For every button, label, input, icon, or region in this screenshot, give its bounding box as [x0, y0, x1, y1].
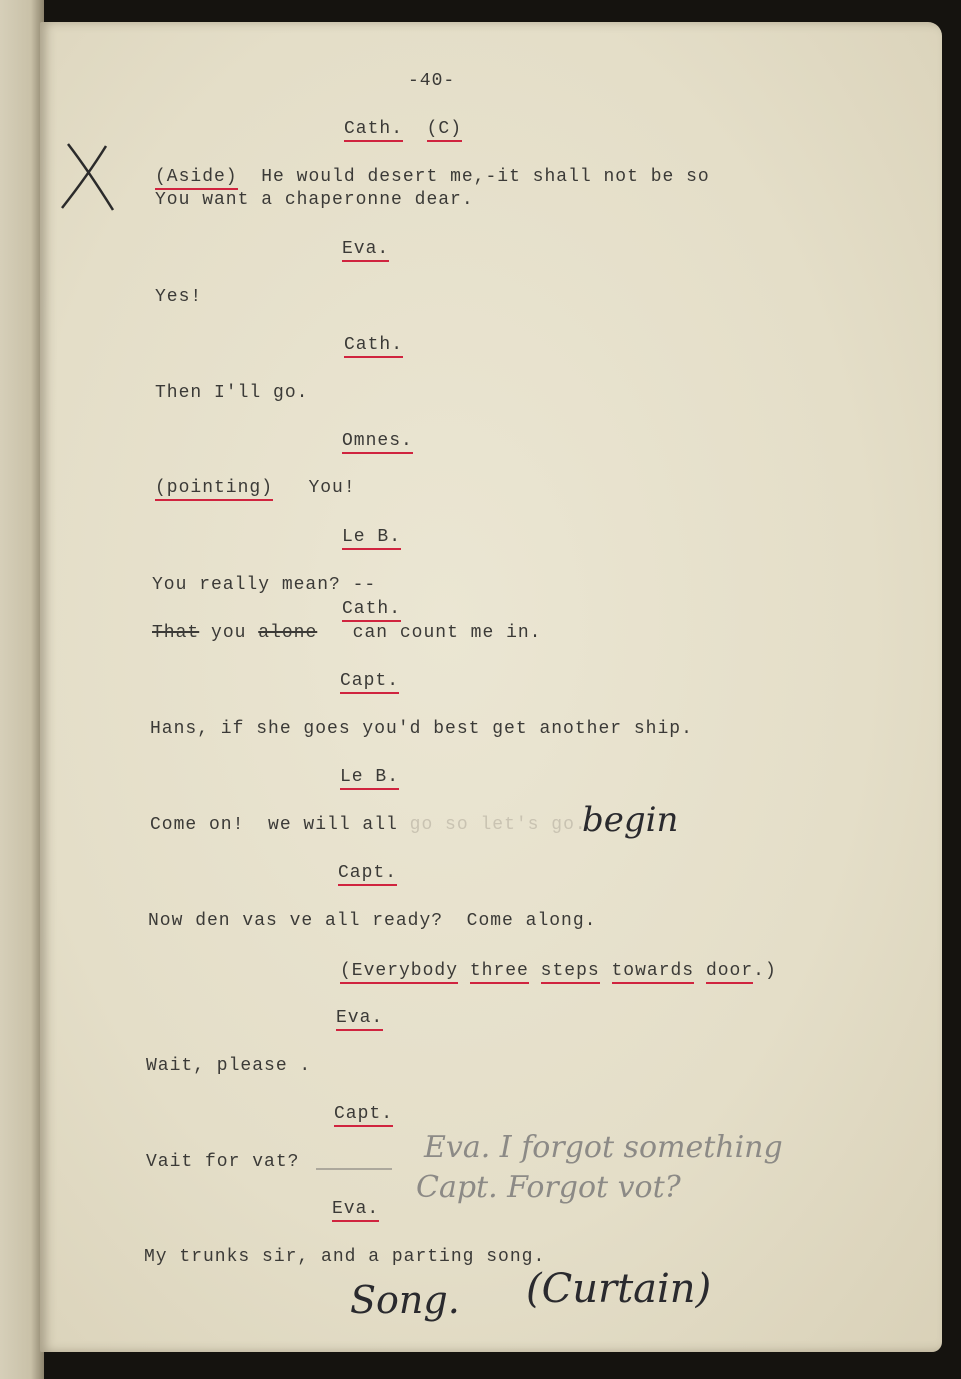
dialogue-text: Come on! we will all: [150, 815, 398, 835]
margin-x-mark: [58, 140, 118, 215]
dialogue-line: Hans, if she goes you'd best get another ship.: [150, 719, 693, 739]
speaker-name: Capt.: [334, 1104, 393, 1127]
speaker-name: Cath.: [344, 119, 403, 142]
stage-direction-word: steps: [541, 961, 600, 984]
speaker-capt: [340, 670, 399, 692]
speaker-le-b: [340, 766, 399, 788]
speaker-name: Cath.: [344, 335, 403, 358]
handwritten-begin: begin: [582, 800, 679, 840]
dialogue-line: Now den vas ve all ready? Come along.: [148, 911, 597, 931]
struck-text: alone: [258, 623, 318, 643]
speaker-capt: [338, 862, 397, 884]
stage-direction-word: towards: [612, 961, 695, 984]
speaker-omnes: [342, 430, 413, 452]
speaker-name: Le B.: [342, 527, 401, 550]
speaker-name: Le B.: [340, 767, 399, 790]
dialogue-text: can count me in.: [352, 623, 542, 643]
dialogue-text: You!: [308, 478, 356, 498]
stage-direction-word: .): [753, 961, 777, 981]
stage-direction-line: [340, 960, 777, 982]
speaker-capt: [334, 1103, 393, 1125]
speaker-eva: [336, 1007, 383, 1029]
dialogue-line: Then I'll go.: [155, 383, 309, 403]
dialogue-line: You really mean? --: [152, 575, 377, 595]
dialogue-line: Wait, please .: [146, 1056, 312, 1076]
speaker-cath: [344, 334, 403, 356]
stage-direction-word: door: [706, 961, 753, 984]
stage-direction: (Aside): [155, 167, 238, 190]
pencil-insert-line: [314, 1166, 394, 1172]
dialogue-text: He would desert me,-it shall not be so: [261, 167, 710, 187]
dialogue-text: you: [199, 623, 259, 643]
stage-direction-word: three: [470, 961, 529, 984]
speaker-le-b: [342, 526, 401, 548]
speaker-eva: [332, 1198, 379, 1220]
handwritten-song: Song.: [350, 1278, 460, 1322]
page-number: -40-: [408, 71, 456, 91]
stage-direction-word: (Everybody: [340, 961, 458, 984]
stage-position: (C): [427, 119, 462, 142]
dialogue-line: My trunks sir, and a parting song.: [144, 1247, 546, 1267]
dialogue-line: Vait for vat?: [146, 1152, 300, 1172]
pencil-note-line-2: Capt. Forgot vot?: [416, 1170, 681, 1205]
speaker-name: Eva.: [332, 1199, 379, 1222]
previous-page-edge: [0, 0, 44, 1379]
pencil-note-line-1: Eva. I forgot something: [424, 1130, 783, 1165]
dialogue-line: [152, 622, 541, 644]
struck-text: That: [152, 623, 200, 643]
speaker-name: Capt.: [340, 671, 399, 694]
erased-text: go so let's go.: [409, 815, 587, 835]
speaker-name: Cath.: [342, 599, 401, 622]
dialogue-line: [150, 814, 587, 836]
dialogue-line: [155, 166, 710, 188]
speaker-name: Eva.: [336, 1008, 383, 1031]
speaker-cath: [342, 598, 401, 620]
speaker-name: Omnes.: [342, 431, 413, 454]
speaker-name: Eva.: [342, 239, 389, 262]
stage-direction: (pointing): [155, 478, 273, 501]
dialogue-line: [155, 477, 356, 499]
speaker-eva: [342, 238, 389, 260]
speaker-cath: [344, 118, 462, 140]
dialogue-line: Yes!: [155, 287, 203, 307]
speaker-name: Capt.: [338, 863, 397, 886]
handwritten-curtain: (Curtain): [526, 1266, 712, 1312]
dialogue-line: You want a chaperonne dear.: [155, 190, 474, 210]
